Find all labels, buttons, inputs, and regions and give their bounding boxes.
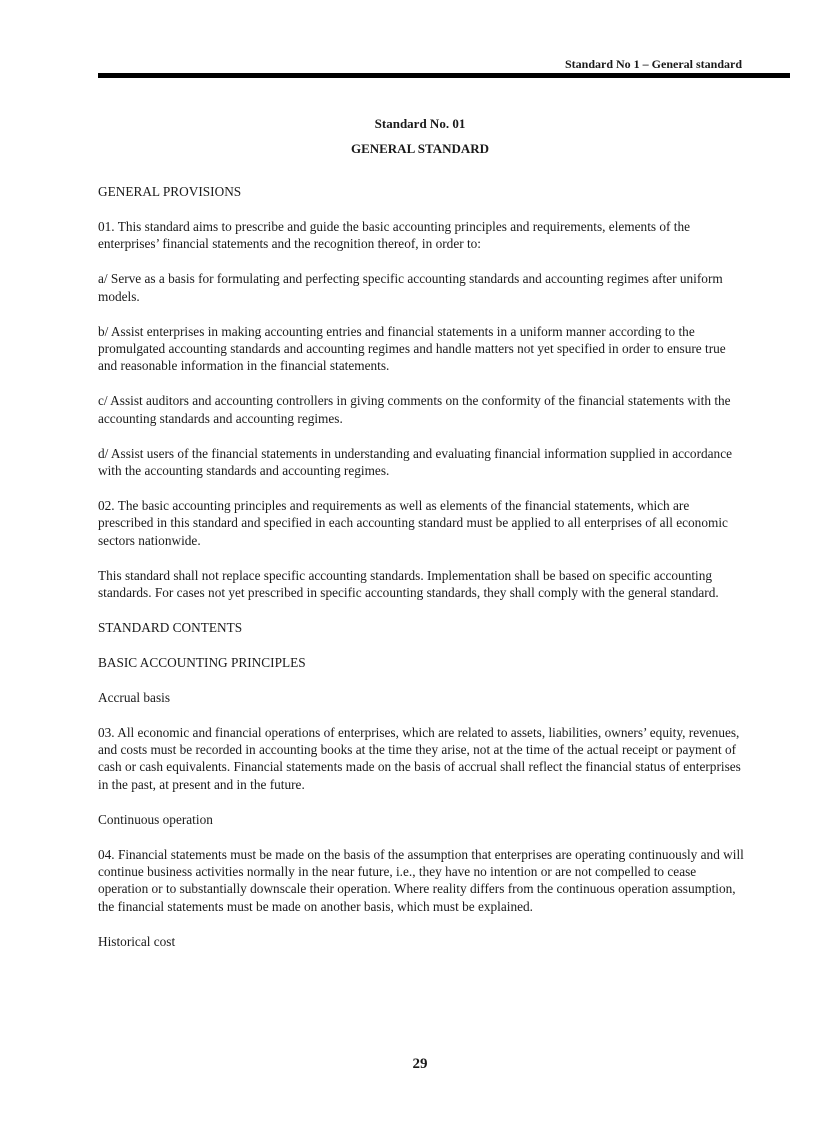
paragraph-02-continued: This standard shall not replace specific accounting standards. Implementation shall be based on specific accounting standards. For cases not yet prescribed in specific accounting standards, they shall comply with the general standard.: [98, 567, 719, 600]
title-block: [98, 116, 742, 157]
running-header: Standard No 1 – General standard: [564, 57, 742, 71]
section-heading-general-provisions: GENERAL PROVISIONS: [98, 184, 242, 199]
standard-name-title: GENERAL STANDARD: [350, 141, 490, 156]
subheading-continuous-operation: Continuous operation: [98, 811, 213, 827]
paragraph-01-c: c/ Assist auditors and accounting controllers in giving comments on the conformity of the financial statements with the accounting standards and accounting regimes.: [98, 393, 731, 426]
header-rule: [98, 73, 790, 78]
paragraph-01-a: a/ Serve as a basis for formulating and perfecting specific accounting standards and accounting regimes after uniform models.: [98, 271, 723, 304]
subheading-accrual-basis: Accrual basis: [98, 689, 170, 705]
paragraph-01-b: b/ Assist enterprises in making accounting entries and financial statements in a uniform manner according to the promulgated accounting standards and accounting regimes and handle matters not yet specified in order to ensure true and reasonable information in the financial statements.: [98, 323, 726, 374]
paragraph-02: 02. The basic accounting principles and requirements as well as elements of the financial statements, which are prescribed in this standard and specified in each accounting standard must be applied to all enterprises of all economic sectors nationwide.: [98, 497, 728, 548]
body-content: [98, 183, 744, 968]
page-number: 29: [412, 1056, 428, 1072]
paragraph-03: 03. All economic and financial operations of enterprises, which are related to assets, liabilities, owners’ equity, revenues, and costs must be recorded in accounting books at the time they arise, not at the time of the actual receipt or payment of cash or cash equivalents. Financial statements made on the basis of accrual shall reflect the financial status of enterprises in the past, at present and in the future.: [98, 724, 741, 792]
paragraph-04: 04. Financial statements must be made on the basis of the assumption that enterprises are operating continuously and will continue business activities normally in the near future, i.e., they have no intention or are not compelled to cease operation or to substantially downscale their operation. Where reality differs from the continuous operation assumption, the financial statements must be made on another basis, which must be explained.: [98, 846, 744, 914]
paragraph-01: 01. This standard aims to prescribe and guide the basic accounting principles and requirements, elements of the enterprises’ financial statements and the recognition thereof, in order to:: [98, 218, 691, 252]
section-heading-standard-contents: STANDARD CONTENTS: [98, 619, 243, 635]
subheading-historical-cost: Historical cost: [98, 933, 176, 949]
standard-number-title: Standard No. 01: [374, 116, 466, 131]
section-heading-basic-principles: BASIC ACCOUNTING PRINCIPLES: [98, 654, 306, 670]
paragraph-01-d: d/ Assist users of the financial statements in understanding and evaluating financial information supplied in accordance with the accounting standards and accounting regimes.: [98, 445, 733, 478]
